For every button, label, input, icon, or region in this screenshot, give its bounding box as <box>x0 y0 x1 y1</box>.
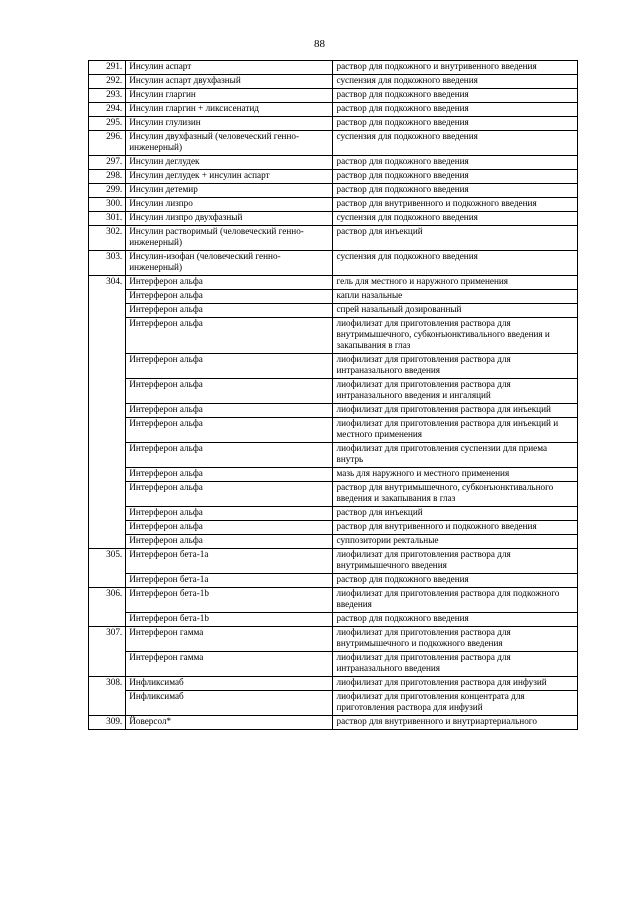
dosage-form: суппозитории ректальные <box>333 535 578 549</box>
dosage-form: раствор для внутривенного и внутриартериального <box>333 716 578 730</box>
drug-name: Интерферон альфа <box>126 418 333 443</box>
drug-name: Интерферон альфа <box>126 535 333 549</box>
row-number: 299. <box>89 184 126 198</box>
dosage-form: раствор для инъекций <box>333 226 578 251</box>
dosage-form: суспензия для подкожного введения <box>333 75 578 89</box>
table-row <box>89 627 578 652</box>
dosage-form: лиофилизат для приготовления концентрата для приготовления раствора для инфузий <box>333 691 578 716</box>
dosage-form: суспензия для подкожного введения <box>333 212 578 226</box>
dosage-form: раствор для внутривенного и подкожного введения <box>333 521 578 535</box>
dosage-form: суспензия для подкожного введения <box>333 131 578 156</box>
table-row <box>89 251 578 276</box>
table-row <box>89 117 578 131</box>
table-row <box>89 276 578 290</box>
drug-name: Инсулин деглудек <box>126 156 333 170</box>
drug-name: Инсулин двухфазный (человеческий генно-инженерный) <box>126 131 333 156</box>
dosage-form: лиофилизат для приготовления раствора для внутримышечного, субконъюнктивального введения и закапывания в глаз <box>333 318 578 354</box>
drug-name: Инсулин гларгин <box>126 89 333 103</box>
drug-name: Инфликсимаб <box>126 677 333 691</box>
dosage-form: лиофилизат для приготовления суспензии для приема внутрь <box>333 443 578 468</box>
drug-name: Интерферон альфа <box>126 318 333 354</box>
table-row <box>89 61 578 75</box>
row-number: 309. <box>89 716 126 730</box>
table-row <box>89 379 578 404</box>
table-row <box>89 75 578 89</box>
table-row <box>89 691 578 716</box>
dosage-form: раствор для инъекций <box>333 507 578 521</box>
table-row <box>89 443 578 468</box>
row-number: 295. <box>89 117 126 131</box>
drug-name: Интерферон гамма <box>126 652 333 677</box>
dosage-form: лиофилизат для приготовления раствора для инъекций <box>333 404 578 418</box>
table-row <box>89 226 578 251</box>
dosage-form: раствор для внутривенного и подкожного введения <box>333 198 578 212</box>
drug-name: Интерферон альфа <box>126 482 333 507</box>
drug-name: Инсулин лизпро двухфазный <box>126 212 333 226</box>
page-number: 88 <box>314 38 325 50</box>
dosage-form: раствор для подкожного введения <box>333 613 578 627</box>
table-row <box>89 549 578 574</box>
dosage-form: раствор для подкожного введения <box>333 170 578 184</box>
dosage-form: раствор для подкожного введения <box>333 89 578 103</box>
table-row <box>89 198 578 212</box>
drug-name: Инсулин гларгин + ликсисенатид <box>126 103 333 117</box>
table-row <box>89 652 578 677</box>
dosage-form: раствор для подкожного введения <box>333 184 578 198</box>
dosage-form: лиофилизат для приготовления раствора для инфузий <box>333 677 578 691</box>
row-number: 300. <box>89 198 126 212</box>
table-row <box>89 89 578 103</box>
row-number: 302. <box>89 226 126 251</box>
dosage-form: лиофилизат для приготовления раствора для инъекций и местного применения <box>333 418 578 443</box>
drug-name: Интерферон альфа <box>126 276 333 290</box>
table-row <box>89 170 578 184</box>
row-number: 308. <box>89 677 126 716</box>
drug-name: Инфликсимаб <box>126 691 333 716</box>
drug-name: Интерферон альфа <box>126 404 333 418</box>
dosage-form: лиофилизат для приготовления раствора для интраназального введения <box>333 652 578 677</box>
row-number: 294. <box>89 103 126 117</box>
row-number: 305. <box>89 549 126 588</box>
table-row <box>89 535 578 549</box>
drug-name: Инсулин-изофан (человеческий генно-инженерный) <box>126 251 333 276</box>
table-row <box>89 677 578 691</box>
drug-name: Интерферон бета-1b <box>126 588 333 613</box>
dosage-form: суспензия для подкожного введения <box>333 251 578 276</box>
table-row <box>89 354 578 379</box>
table-row <box>89 507 578 521</box>
table-row <box>89 521 578 535</box>
row-number: 298. <box>89 170 126 184</box>
table-row <box>89 482 578 507</box>
row-number: 292. <box>89 75 126 89</box>
drug-name: Инсулин деглудек + инсулин аспарт <box>126 170 333 184</box>
row-number: 296. <box>89 131 126 156</box>
drug-name: Интерферон бета-1a <box>126 574 333 588</box>
drug-name: Интерферон альфа <box>126 507 333 521</box>
drug-table-body <box>89 61 578 730</box>
drug-name: Интерферон альфа <box>126 443 333 468</box>
drug-name: Интерферон альфа <box>126 304 333 318</box>
table-row <box>89 103 578 117</box>
table-row <box>89 716 578 730</box>
dosage-form: лиофилизат для приготовления раствора для интраназального введения <box>333 354 578 379</box>
row-number: 303. <box>89 251 126 276</box>
drug-name: Интерферон альфа <box>126 521 333 535</box>
dosage-form: раствор для подкожного введения <box>333 156 578 170</box>
drug-name: Инсулин аспарт двухфазный <box>126 75 333 89</box>
drug-name: Интерферон бета-1a <box>126 549 333 574</box>
row-number: 291. <box>89 61 126 75</box>
drug-name: Инсулин лизпро <box>126 198 333 212</box>
drug-name: Инсулин глулизин <box>126 117 333 131</box>
dosage-form: лиофилизат для приготовления раствора для внутримышечного введения <box>333 549 578 574</box>
table-row <box>89 304 578 318</box>
drug-name: Интерферон бета-1b <box>126 613 333 627</box>
table-row <box>89 404 578 418</box>
table-row <box>89 131 578 156</box>
table-row <box>89 468 578 482</box>
dosage-form: мазь для наружного и местного применения <box>333 468 578 482</box>
drug-name: Инсулин аспарт <box>126 61 333 75</box>
dosage-form: капли назальные <box>333 290 578 304</box>
drug-name: Интерферон гамма <box>126 627 333 652</box>
dosage-form: раствор для подкожного введения <box>333 574 578 588</box>
drug-name: Интерферон альфа <box>126 354 333 379</box>
table-row <box>89 588 578 613</box>
drug-name: Интерферон альфа <box>126 290 333 304</box>
row-number: 304. <box>89 276 126 549</box>
row-number: 297. <box>89 156 126 170</box>
dosage-form: гель для местного и наружного применения <box>333 276 578 290</box>
table-row <box>89 156 578 170</box>
dosage-form: лиофилизат для приготовления раствора для интраназального введения и ингаляций <box>333 379 578 404</box>
table-row <box>89 574 578 588</box>
table-row <box>89 184 578 198</box>
dosage-form: раствор для подкожного введения <box>333 117 578 131</box>
row-number: 306. <box>89 588 126 627</box>
drug-name: Инсулин детемир <box>126 184 333 198</box>
table-row <box>89 212 578 226</box>
row-number: 301. <box>89 212 126 226</box>
table-row <box>89 318 578 354</box>
dosage-form: лиофилизат для приготовления раствора для внутримышечного и подкожного введения <box>333 627 578 652</box>
drug-name: Йоверсол* <box>126 716 333 730</box>
table-row <box>89 613 578 627</box>
drug-name: Инсулин растворимый (человеческий генно-инженерный) <box>126 226 333 251</box>
drug-name: Интерферон альфа <box>126 379 333 404</box>
table-row <box>89 418 578 443</box>
dosage-form: раствор для внутримышечного, субконъюнктивального введения и закапывания в глаз <box>333 482 578 507</box>
row-number: 293. <box>89 89 126 103</box>
drug-name: Интерферон альфа <box>126 468 333 482</box>
dosage-form: лиофилизат для приготовления раствора для подкожного введения <box>333 588 578 613</box>
dosage-form: раствор для подкожного введения <box>333 103 578 117</box>
dosage-form: спрей назальный дозированный <box>333 304 578 318</box>
row-number: 307. <box>89 627 126 677</box>
dosage-form: раствор для подкожного и внутривенного введения <box>333 61 578 75</box>
drug-table <box>88 60 578 730</box>
table-row <box>89 290 578 304</box>
